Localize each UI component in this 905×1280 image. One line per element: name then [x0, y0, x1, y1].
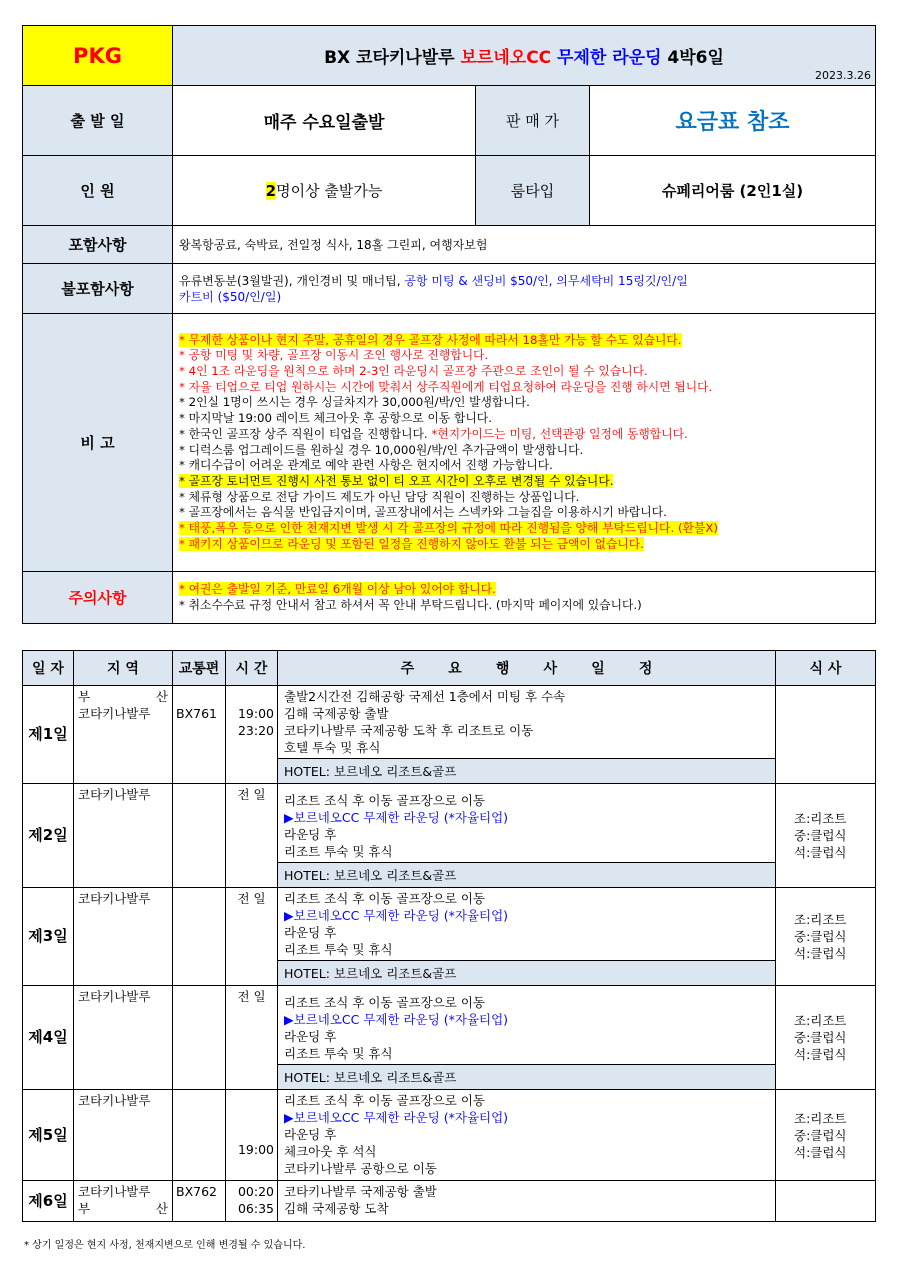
package-info-table	[22, 25, 876, 624]
notes-list	[173, 314, 876, 572]
region: 코타키나발루	[74, 1090, 173, 1181]
note-item: * 패키지 상품이므로 라운딩 및 포함된 일정을 진행하지 않아도 환불 되는 금액이 없습니다.	[179, 536, 644, 551]
notes-label: 비 고	[23, 314, 173, 572]
document-date: 2023.3.26	[815, 69, 871, 82]
col-header-meal: 식 사	[776, 651, 876, 686]
table-row	[23, 686, 876, 759]
price-label: 판 매 가	[476, 86, 590, 156]
note-item: * 공항 미팅 및 차량, 골프장 이동시 조인 행사로 진행합니다.	[179, 348, 489, 363]
meals: 조:리조트 중:클럽식 석:클럽식	[776, 888, 876, 986]
region: 코타키나발루	[74, 888, 173, 986]
note-item: * 마지막날 19:00 레이트 체크아웃 후 공항으로 이동 합니다.	[179, 411, 492, 426]
note-item: * 골프장에서는 음식물 반입금지이며, 골프장내에서는 스넥카와 그늘집을 이용하시기 바랍니다.	[179, 505, 667, 520]
package-title: BX 코타키나발루 보르네오CC 무제한 라운딩 4박6일 2023.3.26	[173, 26, 876, 86]
note-item: * 캐디수급이 어려운 관계로 예약 관련 사항은 현지에서 진행 가능합니다.	[179, 458, 553, 473]
note-item: * 2인실 1명이 쓰시는 경우 싱글차지가 30,000원/박/인 발생합니다.	[179, 395, 530, 410]
people-label: 인 원	[23, 156, 173, 226]
room-value: 슈페리어룸 (2인1실)	[590, 156, 876, 226]
transport: BX761	[173, 686, 226, 784]
people-value: 2명이상 출발가능	[173, 156, 476, 226]
table-row	[23, 1181, 876, 1222]
golf-round: ▶보르네오CC 무제한 라운딩 (*자율티업)	[284, 1110, 509, 1125]
schedule: 리조트 조식 후 이동 골프장으로 이동 ▶보르네오CC 무제한 라운딩 (*자율티업) 라운딩 후 리조트 투숙 및 휴식	[278, 784, 776, 863]
day-label: 제6일	[23, 1181, 74, 1222]
excluded-label: 불포함사항	[23, 264, 173, 314]
time: 19:00 23:20	[226, 686, 278, 784]
note-item: * 태풍,폭우 등으로 인한 천재지변 발생 시 각 골프장의 규정에 따라 진행됨을 양해 부탁드립니다. (환불X)	[179, 521, 719, 536]
departure-label: 출 발 일	[23, 86, 173, 156]
day-label: 제2일	[23, 784, 74, 888]
note-item: * 4인 1조 라운딩을 원칙으로 하며 2-3인 라운딩시 골프장 주관으로 조인이 될 수 있습니다.	[179, 363, 648, 378]
itinerary-table	[22, 650, 876, 1222]
meals	[776, 1181, 876, 1222]
table-row	[23, 1090, 876, 1181]
col-header-schedule: 주 요 행 사 일 정	[278, 651, 776, 686]
note-item: * 디럭스룸 업그레이드를 원하실 경우 10,000원/박/인 추가금액이 발생합니다.	[179, 442, 584, 457]
pkg-label: PKG	[23, 26, 173, 86]
col-header-time: 시 간	[226, 651, 278, 686]
day-label: 제1일	[23, 686, 74, 784]
region: 부 산 코타키나발루	[74, 686, 173, 784]
region: 코타키나발루	[74, 986, 173, 1090]
schedule: 출발2시간전 김해공항 국제선 1층에서 미팅 후 수속 김해 국제공항 출발 코타키나발루 국제공항 도착 후 리조트로 이동 호텔 투숙 및 휴식	[278, 686, 776, 759]
caution-label: 주의사항	[23, 572, 173, 624]
transport	[173, 986, 226, 1090]
note-item: * 골프장 토너먼트 진행시 사전 통보 없이 티 오프 시간이 오후로 변경될 수 있습니다.	[179, 473, 614, 488]
schedule: 리조트 조식 후 이동 골프장으로 이동 ▶보르네오CC 무제한 라운딩 (*자율티업) 라운딩 후 리조트 투숙 및 휴식	[278, 986, 776, 1065]
golf-round: ▶보르네오CC 무제한 라운딩 (*자율티업)	[284, 810, 509, 825]
included-value: 왕복항공료, 숙박료, 전일정 식사, 18홀 그린피, 여행자보험	[173, 226, 876, 264]
room-label: 룸타입	[476, 156, 590, 226]
time: 전 일	[226, 986, 278, 1090]
transport	[173, 1090, 226, 1181]
time: 전 일	[226, 888, 278, 986]
hotel: HOTEL: 보르네오 리조트&골프	[278, 863, 776, 888]
transport	[173, 784, 226, 888]
hotel: HOTEL: 보르네오 리조트&골프	[278, 759, 776, 784]
hotel: HOTEL: 보르네오 리조트&골프	[278, 961, 776, 986]
meals: 조:리조트 중:클럽식 석:클럽식	[776, 784, 876, 888]
region: 코타키나발루	[74, 784, 173, 888]
caution-value: * 여권은 출발일 기준, 만료일 6개월 이상 남아 있어야 합니다. * 취소수수료 규정 안내서 참고 하셔서 꼭 안내 부탁드립니다. (마지막 페이지에 있습니다.)	[173, 572, 876, 624]
schedule: 리조트 조식 후 이동 골프장으로 이동 ▶보르네오CC 무제한 라운딩 (*자율티업) 라운딩 후 리조트 투숙 및 휴식	[278, 888, 776, 961]
time: 19:00	[226, 1090, 278, 1181]
time: 전 일	[226, 784, 278, 888]
table-row	[23, 986, 876, 1065]
hotel: HOTEL: 보르네오 리조트&골프	[278, 1065, 776, 1090]
transport: BX762	[173, 1181, 226, 1222]
table-row	[23, 784, 876, 863]
note-item: * 자율 티업으로 티업 원하시는 시간에 맞춰서 상주직원에게 티업요청하여 라운딩을 진행 하시면 됩니다.	[179, 379, 713, 394]
transport	[173, 888, 226, 986]
note-item: * 무제한 상품이나 현지 주말, 공휴일의 경우 골프장 사정에 따라서 18홀만 가능 할 수도 있습니다.	[179, 332, 682, 347]
col-header-day: 일 자	[23, 651, 74, 686]
golf-round: ▶보르네오CC 무제한 라운딩 (*자율티업)	[284, 908, 509, 923]
meals: 조:리조트 중:클럽식 석:클럽식	[776, 986, 876, 1090]
time: 00:20 06:35	[226, 1181, 278, 1222]
meals	[776, 686, 876, 784]
col-header-region: 지 역	[74, 651, 173, 686]
schedule: 리조트 조식 후 이동 골프장으로 이동 ▶보르네오CC 무제한 라운딩 (*자율티업) 라운딩 후 체크아웃 후 석식 코타키나발루 공항으로 이동	[278, 1090, 776, 1181]
note-item: * 한국인 골프장 상주 직원이 티업을 진행합니다. *현지가이드는 미팅, 선택관광 일정에 동행합니다.	[179, 426, 688, 441]
golf-round: ▶보르네오CC 무제한 라운딩 (*자율티업)	[284, 1012, 509, 1027]
schedule: 코타키나발루 국제공항 출발 김해 국제공항 도착	[278, 1181, 776, 1222]
included-label: 포함사항	[23, 226, 173, 264]
note-item: * 체류형 상품으로 전담 가이드 제도가 아닌 담당 직원이 진행하는 상품입니다.	[179, 489, 580, 504]
col-header-transport: 교통편	[173, 651, 226, 686]
itinerary-footnote: * 상기 일정은 현지 사정, 천재지변으로 인해 변경될 수 있습니다.	[24, 1240, 306, 1251]
region: 코타키나발루 부 산	[74, 1181, 173, 1222]
day-label: 제4일	[23, 986, 74, 1090]
departure-value: 매주 수요일출발	[173, 86, 476, 156]
price-value: 요금표 참조	[590, 86, 876, 156]
day-label: 제3일	[23, 888, 74, 986]
meals: 조:리조트 중:클럽식 석:클럽식	[776, 1090, 876, 1181]
day-label: 제5일	[23, 1090, 74, 1181]
excluded-value: 유류변동분(3월발권), 개인경비 및 매너팁, 공항 미팅 & 샌딩비 $50/인, 의무세탁비 15링깃/인/일 카트비 ($50/인/일)	[173, 264, 876, 314]
table-row	[23, 888, 876, 961]
